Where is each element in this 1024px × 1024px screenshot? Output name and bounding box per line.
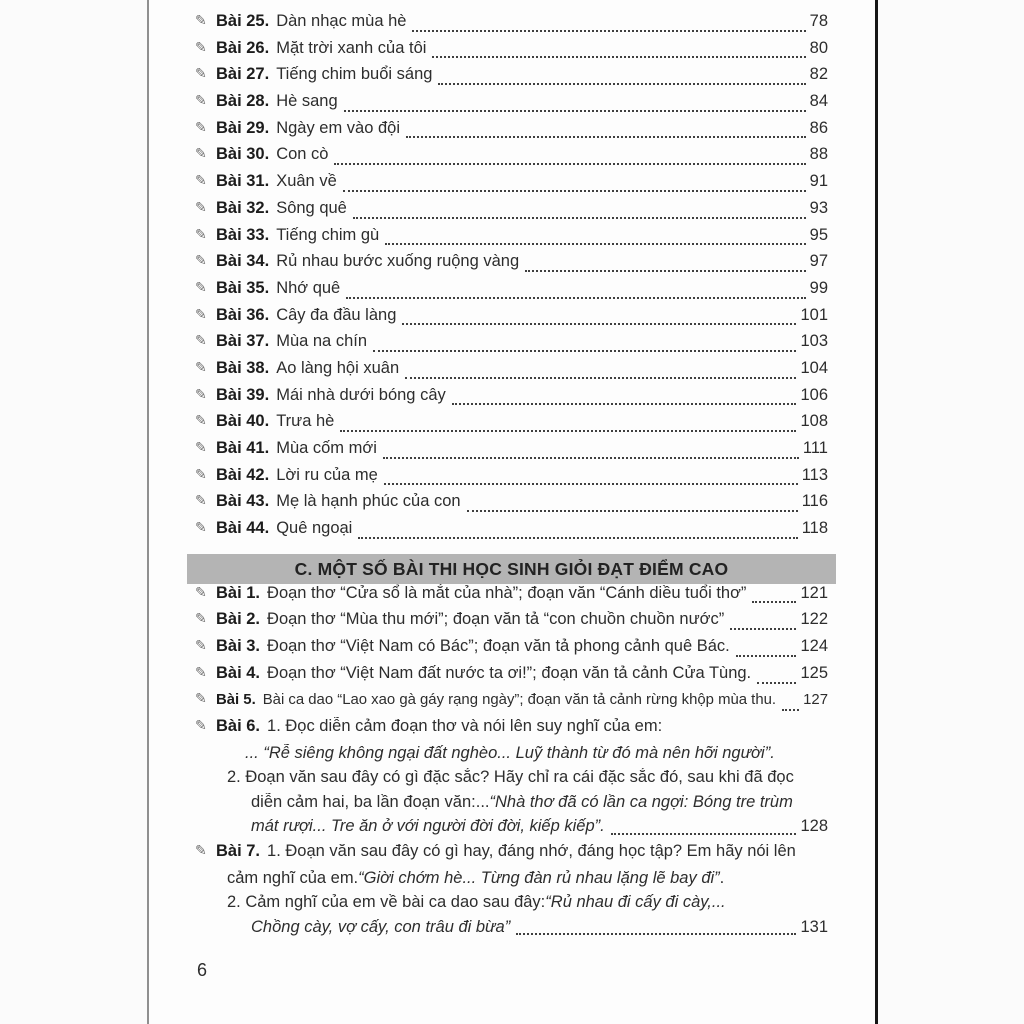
dotted-leader	[438, 83, 805, 85]
toc-entry	[195, 717, 828, 842]
dotted-leader	[412, 30, 805, 32]
dotted-leader	[757, 682, 796, 684]
entry-title: Bài ca dao “Lao xao gà gáy rạng ngày”; đoạn văn tả cảnh rừng khộp mùa thu.	[262, 691, 777, 708]
dotted-leader	[730, 628, 796, 630]
entry-text-segment: “Rủ nhau đi cấy đi cày,...	[545, 893, 726, 912]
entry-page-number: 93	[809, 198, 828, 217]
entry-title: Sông quê	[276, 198, 347, 217]
entry-text-segment: 2. Cảm nghĩ của em về bài ca dao sau đây:	[227, 893, 546, 912]
entry-label: Bài 6.	[216, 717, 261, 736]
toc-entry	[195, 412, 828, 439]
entry-text-segment: 2. Đoạn văn sau đây có gì đặc sắc? Hãy chỉ ra cái đặc sắc đó, sau khi đã đọc	[227, 768, 794, 787]
section-header	[187, 554, 836, 584]
entry-text-segment: Chồng cày, vợ cấy, con trâu đi bừa”	[251, 917, 511, 936]
toc-entry	[195, 842, 828, 942]
pencil-icon: ✎	[195, 610, 207, 627]
dotted-leader	[340, 430, 796, 432]
pencil-icon: ✎	[195, 65, 207, 82]
toc-entry	[195, 306, 828, 333]
entry-label: Bài 4.	[216, 663, 261, 682]
entry-label: Bài 1.	[216, 583, 261, 602]
footer-page-number: 6	[197, 960, 208, 981]
entry-label: Bài 28.	[216, 92, 270, 111]
entry-page-number: 86	[809, 118, 828, 137]
entry-page-number: 82	[809, 65, 828, 84]
pencil-icon: ✎	[195, 690, 207, 706]
entry-title: Ngày em vào đội	[276, 118, 401, 137]
pencil-icon: ✎	[195, 358, 207, 375]
dotted-leader	[611, 833, 797, 835]
toc-entry	[195, 492, 828, 519]
toc-entry	[195, 226, 828, 253]
dotted-leader	[353, 217, 806, 219]
toc-entry-line	[195, 817, 828, 842]
entry-title: Tiếng chim gù	[276, 225, 380, 244]
entry-label: Bài 27.	[216, 65, 270, 84]
entry-title: Con cò	[276, 145, 329, 164]
pencil-icon: ✎	[195, 637, 207, 654]
entry-text-segment: .	[719, 868, 725, 887]
toc-entry-line	[195, 869, 828, 894]
pencil-icon: ✎	[195, 145, 207, 162]
section-header-title: C. MỘT SỐ BÀI THI HỌC SINH GIỎI ĐẠT ĐIỂM CAO	[294, 558, 729, 579]
entry-page-number: 99	[809, 278, 828, 297]
toc-entry	[195, 466, 828, 493]
pencil-icon: ✎	[195, 519, 207, 536]
toc-entry-line	[195, 768, 828, 793]
entry-label: Bài 39.	[216, 385, 270, 404]
pencil-icon: ✎	[195, 332, 207, 349]
entry-label: Bài 37.	[216, 332, 270, 351]
pencil-icon: ✎	[195, 492, 207, 509]
pencil-icon: ✎	[195, 278, 207, 295]
toc-entry	[195, 519, 828, 546]
dotted-leader	[346, 297, 805, 299]
pencil-icon: ✎	[195, 172, 207, 189]
dotted-leader	[402, 323, 796, 325]
entry-page-number: 103	[800, 332, 828, 351]
entry-label: Bài 35.	[216, 278, 270, 297]
dotted-leader	[383, 457, 799, 459]
entry-page-number: 80	[809, 38, 828, 57]
toc-entry-line	[195, 717, 828, 744]
book-page	[147, 0, 878, 1024]
toc-entry-line	[195, 793, 828, 818]
entry-label: Bài 32.	[216, 198, 270, 217]
dotted-leader	[343, 190, 806, 192]
table-of-contents	[149, 0, 875, 981]
toc-entry	[195, 386, 828, 413]
entry-text-segment: 1. Đoạn văn sau đây có gì hay, đáng nhớ, đáng học tập? Em hãy nói lên	[267, 841, 796, 860]
dotted-leader	[432, 56, 805, 58]
entry-page-number: 91	[809, 172, 828, 191]
entry-title: Cây đa đầu làng	[276, 305, 397, 324]
toc-entry-line	[195, 744, 828, 769]
pencil-icon: ✎	[195, 583, 207, 600]
entry-page-number: 84	[809, 92, 828, 111]
entry-text-segment: ... “Rễ siêng không ngại đất nghèo... Luỹ thành từ đó mà nên hỡi người”.	[245, 743, 775, 762]
pencil-icon: ✎	[195, 412, 207, 429]
pencil-icon: ✎	[195, 465, 207, 482]
entry-page-number: 122	[800, 610, 828, 629]
toc-entry	[195, 332, 828, 359]
dotted-leader	[752, 601, 796, 603]
entry-page-number: 128	[800, 817, 828, 836]
toc-entry-line	[195, 842, 828, 869]
dotted-leader	[452, 403, 797, 405]
entry-text-segment: cảm nghĩ của em.	[227, 868, 359, 887]
pencil-icon: ✎	[195, 663, 207, 680]
dotted-leader	[406, 136, 806, 138]
entry-page-number: 127	[803, 691, 828, 708]
dotted-leader	[344, 110, 806, 112]
entry-page-number: 95	[809, 225, 828, 244]
entry-label: Bài 7.	[216, 841, 261, 860]
entry-page-number: 108	[800, 412, 828, 431]
entry-label: Bài 5.	[216, 691, 256, 708]
entry-title: Đoạn thơ “Việt Nam có Bác”; đoạn văn tả phong cảnh quê Bác.	[267, 637, 730, 656]
entry-title: Mùa cốm mới	[276, 439, 377, 457]
dotted-leader	[405, 377, 796, 379]
pencil-icon: ✎	[195, 385, 207, 402]
toc-entry	[195, 691, 828, 718]
toc-section-c	[195, 584, 828, 942]
pencil-icon: ✎	[195, 38, 207, 55]
toc-entry	[195, 145, 828, 172]
entry-page-number: 88	[809, 145, 828, 164]
entry-page-number: 104	[800, 358, 828, 377]
entry-title: Quê ngoại	[276, 519, 353, 538]
toc-entry	[195, 199, 828, 226]
entry-page-number: 121	[800, 583, 828, 602]
entry-label: Bài 41.	[216, 439, 270, 457]
entry-label: Bài 31.	[216, 172, 270, 191]
entry-title: Nhớ quê	[276, 278, 341, 297]
entry-title: Lời ru của mẹ	[276, 465, 378, 484]
entry-label: Bài 42.	[216, 465, 270, 484]
toc-entry	[195, 610, 828, 637]
toc-entry-line	[195, 918, 828, 943]
entry-title: Dàn nhạc mùa hè	[276, 12, 407, 30]
entry-text-segment: diễn cảm hai, ba lần đoạn văn:...	[251, 792, 490, 811]
dotted-leader	[736, 655, 797, 657]
toc-entry	[195, 65, 828, 92]
dotted-leader	[358, 537, 797, 539]
pencil-icon: ✎	[195, 305, 207, 322]
entry-title: Đoạn thơ “Việt Nam đất nước ta ơi!”; đoạn văn tả cảnh Cửa Tùng.	[267, 663, 752, 682]
toc-entry	[195, 584, 828, 611]
dotted-leader	[782, 709, 799, 711]
entry-title: Rủ nhau bước xuống ruộng vàng	[276, 252, 520, 271]
entry-page-number: 111	[802, 439, 828, 457]
entry-title: Tiếng chim buổi sáng	[276, 65, 433, 84]
entry-label: Bài 44.	[216, 519, 270, 538]
toc-entry	[195, 172, 828, 199]
entry-title: Hè sang	[276, 92, 338, 111]
toc-entry	[195, 439, 828, 466]
entry-title: Trưa hè	[276, 412, 335, 431]
pencil-icon: ✎	[195, 252, 207, 269]
pencil-icon: ✎	[195, 225, 207, 242]
entry-page-number: 125	[800, 663, 828, 682]
entry-label: Bài 38.	[216, 358, 270, 377]
entry-page-number: 106	[800, 385, 828, 404]
toc-entry	[195, 252, 828, 279]
dotted-leader	[467, 510, 798, 512]
dotted-leader	[516, 933, 796, 935]
entry-label: Bài 43.	[216, 492, 270, 511]
entry-title: Mẹ là hạnh phúc của con	[276, 492, 461, 511]
dotted-leader	[384, 483, 798, 485]
toc-entry	[195, 39, 828, 66]
entry-page-number: 101	[800, 305, 828, 324]
entry-title: Mái nhà dưới bóng cây	[276, 385, 446, 404]
pencil-icon: ✎	[195, 12, 207, 28]
entry-text-segment: “Nhà thơ đã có lần ca ngợi: Bóng tre trùm	[489, 792, 793, 811]
pencil-icon: ✎	[195, 92, 207, 109]
entry-title: Đoạn thơ “Cửa sổ là mắt của nhà”; đoạn văn “Cánh diều tuổi thơ”	[267, 583, 747, 602]
entry-title: Đoạn thơ “Mùa thu mới”; đoạn văn tả “con chuồn chuồn nước”	[267, 610, 725, 629]
entry-label: Bài 40.	[216, 412, 270, 431]
toc-entry	[195, 92, 828, 119]
entry-label: Bài 3.	[216, 637, 261, 656]
entry-page-number: 131	[800, 917, 828, 936]
dotted-leader	[334, 163, 805, 165]
pencil-icon: ✎	[195, 118, 207, 135]
toc-entry	[195, 279, 828, 306]
toc-entry	[195, 359, 828, 386]
toc-entry-line	[195, 893, 828, 918]
toc-entry	[195, 664, 828, 691]
entry-page-number: 124	[800, 637, 828, 656]
toc-entry	[195, 12, 828, 39]
entry-label: Bài 26.	[216, 38, 270, 57]
entry-label: Bài 30.	[216, 145, 270, 164]
toc-entry	[195, 637, 828, 664]
entry-page-number: 113	[801, 465, 828, 484]
entry-label: Bài 36.	[216, 305, 270, 324]
entry-text-segment: mát rượi... Tre ăn ở với người đời đời, kiếp kiếp”.	[251, 817, 605, 836]
toc-entry	[195, 119, 828, 146]
entry-text-segment: “Giời chớm hè... Từng đàn rủ nhau lặng lẽ bay đi”	[358, 868, 720, 887]
entry-label: Bài 2.	[216, 610, 261, 629]
entry-text-segment: 1. Đọc diễn cảm đoạn thơ và nói lên suy nghĩ của em:	[267, 717, 663, 736]
dotted-leader	[373, 350, 796, 352]
entry-label: Bài 33.	[216, 225, 270, 244]
toc-section-a	[195, 12, 828, 546]
dotted-leader	[525, 270, 805, 272]
entry-page-number: 116	[801, 492, 828, 511]
entry-title: Xuân về	[276, 172, 337, 191]
pencil-icon: ✎	[195, 841, 207, 858]
dotted-leader	[385, 243, 805, 245]
entry-label: Bài 34.	[216, 252, 270, 271]
entry-title: Mùa na chín	[276, 332, 368, 351]
entry-label: Bài 25.	[216, 12, 270, 30]
pencil-icon: ✎	[195, 717, 207, 734]
pencil-icon: ✎	[195, 439, 207, 455]
entry-label: Bài 29.	[216, 118, 270, 137]
entry-page-number: 118	[801, 519, 828, 538]
pencil-icon: ✎	[195, 198, 207, 215]
entry-page-number: 78	[809, 12, 828, 30]
entry-title: Ao làng hội xuân	[276, 358, 400, 377]
entry-title: Mặt trời xanh của tôi	[276, 38, 427, 57]
entry-page-number: 97	[809, 252, 828, 271]
